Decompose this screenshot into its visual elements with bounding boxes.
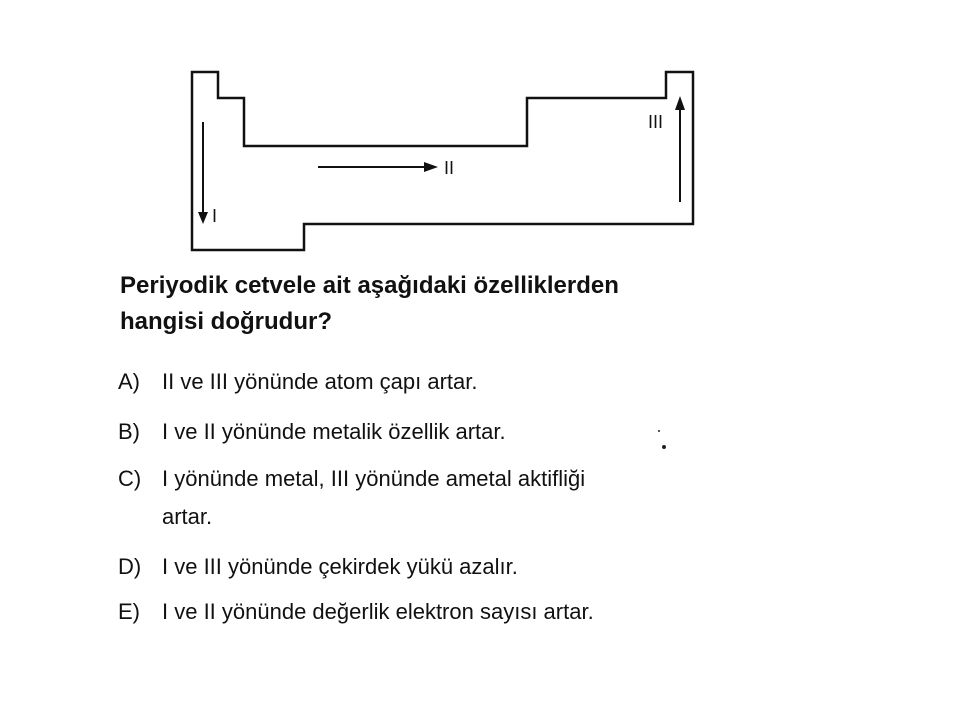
question-text xyxy=(120,268,800,340)
option-b[interactable] xyxy=(118,413,818,451)
option-text: II ve III yönünde atom çapı artar. xyxy=(162,369,478,394)
option-letter: A) xyxy=(118,369,140,394)
option-e[interactable] xyxy=(118,593,818,631)
periodic-table-diagram xyxy=(0,0,960,270)
option-letter: E) xyxy=(118,599,140,624)
label-iii: III xyxy=(648,112,664,132)
label-ii: II xyxy=(444,158,455,178)
option-text: I ve II yönünde değerlik elektron sayısı artar. xyxy=(162,599,594,624)
arrow-ii-right xyxy=(318,162,438,172)
arrow-i-down xyxy=(198,122,208,224)
option-text: I yönünde metal, III yönünde ametal aktifliği xyxy=(162,466,586,491)
option-d[interactable] xyxy=(118,548,818,586)
option-c[interactable] xyxy=(118,460,818,536)
option-letter: B) xyxy=(118,419,140,444)
periodic-table-outline xyxy=(192,72,693,250)
option-letter: C) xyxy=(118,466,142,491)
option-text: I ve III yönünde çekirdek yükü azalır. xyxy=(162,554,518,579)
label-i: I xyxy=(212,206,218,226)
option-text-continued: artar. xyxy=(162,504,213,529)
option-text: I ve II yönünde metalik özellik artar. xyxy=(162,419,506,444)
arrow-iii-up xyxy=(675,96,685,202)
scan-speck xyxy=(662,445,666,449)
option-letter: D) xyxy=(118,554,142,579)
question-line-2: hangisi doğrudur? xyxy=(120,308,332,335)
scan-speck xyxy=(658,430,660,432)
option-a[interactable] xyxy=(118,363,818,401)
question-line-1: Periyodik cetvele ait aşağıdaki özelliklerden xyxy=(120,272,619,299)
